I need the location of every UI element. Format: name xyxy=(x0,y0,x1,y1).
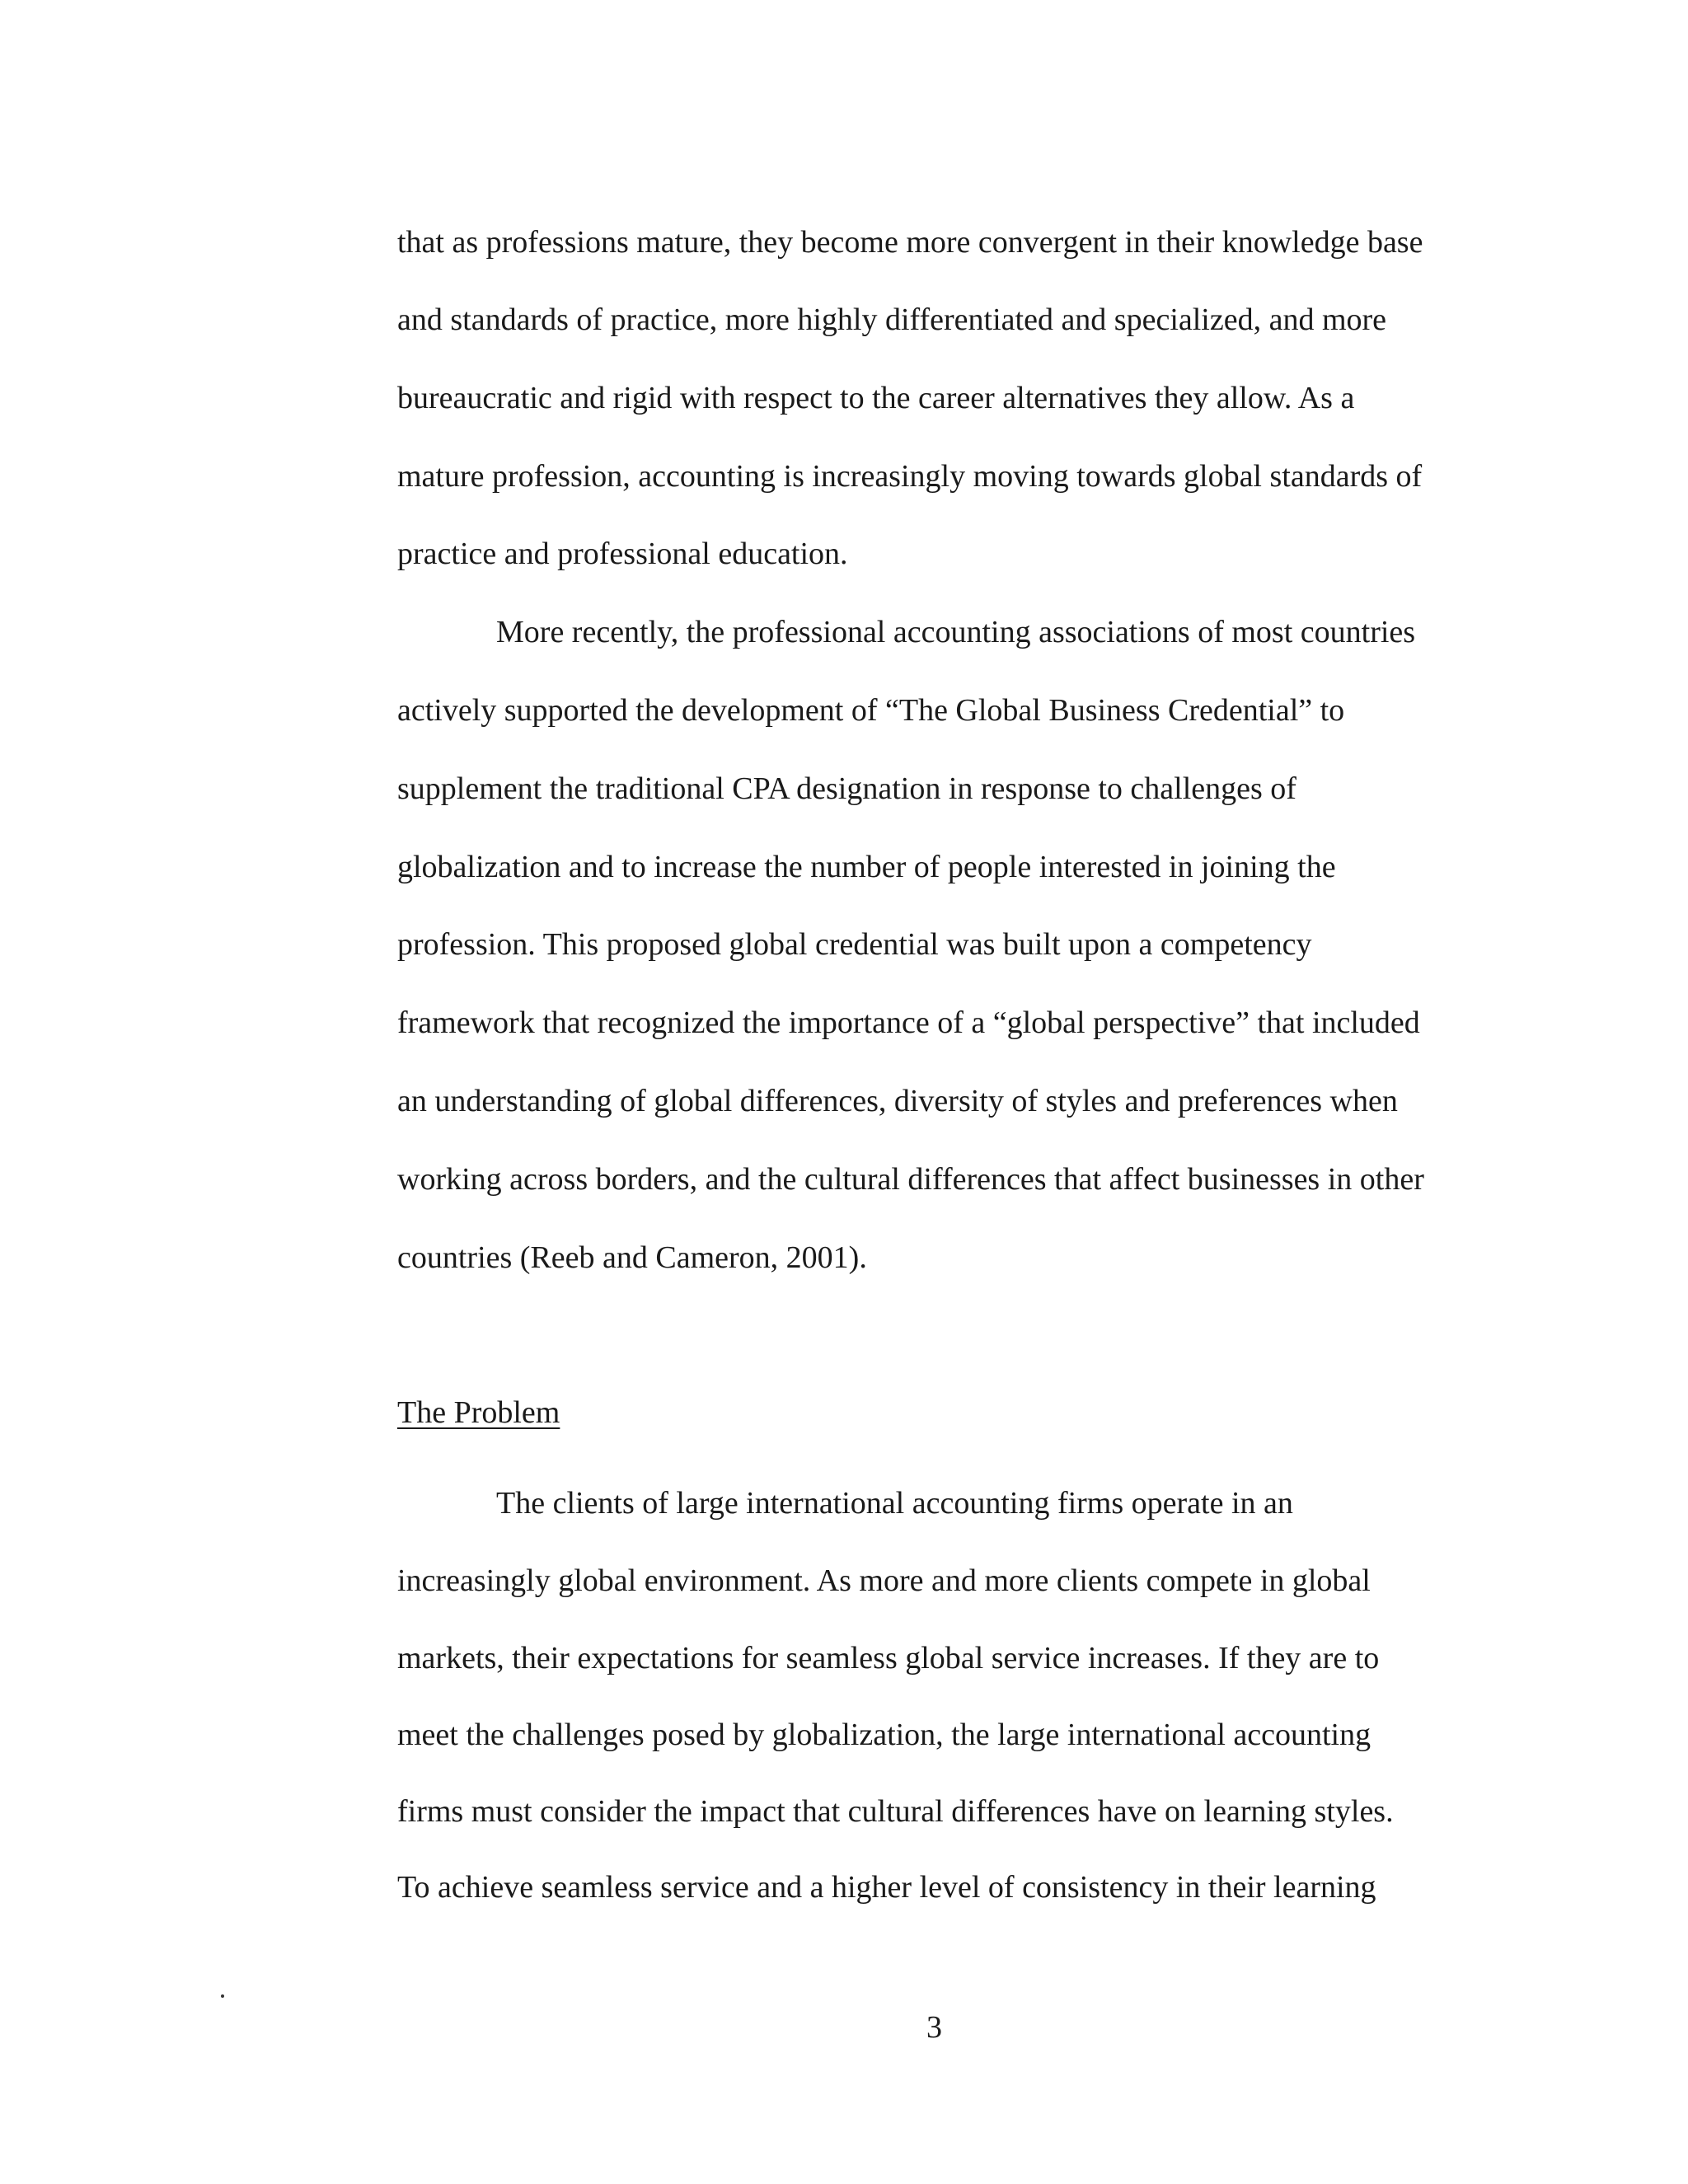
paragraph-2-line-1: More recently, the professional accounting associations of most countries xyxy=(496,615,1416,649)
paragraph-3-line-1: The clients of large international accounting firms operate in an xyxy=(496,1486,1293,1521)
paragraph-2-line-8: working across borders, and the cultural differences that affect businesses in other xyxy=(397,1162,1424,1197)
page-number: 3 xyxy=(926,2010,942,2045)
paragraph-2-line-9: countries (Reeb and Cameron, 2001). xyxy=(397,1240,867,1275)
paragraph-3-line-3: markets, their expectations for seamless global service increases. If they are to xyxy=(397,1641,1380,1675)
paragraph-1-line-1: that as professions mature, they become more convergent in their knowledge base xyxy=(397,225,1423,260)
paragraph-2-line-6: framework that recognized the importance of a “global perspective” that included xyxy=(397,1005,1420,1040)
paragraph-3-line-2: increasingly global environment. As more and more clients compete in global xyxy=(397,1563,1371,1598)
scan-speck xyxy=(221,1994,224,1998)
paragraph-3-line-5: firms must consider the impact that cultural differences have on learning styles. xyxy=(397,1794,1394,1829)
paragraph-2-line-4: globalization and to increase the number of people interested in joining the xyxy=(397,850,1336,884)
paragraph-2-line-7: an understanding of global differences, diversity of styles and preferences when xyxy=(397,1084,1398,1118)
paragraph-1-line-5: practice and professional education. xyxy=(397,537,848,571)
paragraph-1-line-4: mature profession, accounting is increasingly moving towards global standards of xyxy=(397,459,1423,494)
paragraph-3-line-4: meet the challenges posed by globalization, the large international accounting xyxy=(397,1718,1372,1752)
section-heading: The Problem xyxy=(397,1395,560,1430)
paragraph-1-line-2: and standards of practice, more highly differentiated and specialized, and more xyxy=(397,302,1387,337)
paragraph-3-line-6: To achieve seamless service and a higher level of consistency in their learning xyxy=(397,1870,1376,1905)
paragraph-2-line-2: actively supported the development of “The Global Business Credential” to xyxy=(397,693,1345,728)
paragraph-2-line-3: supplement the traditional CPA designation in response to challenges of xyxy=(397,771,1296,806)
paragraph-1-line-3: bureaucratic and rigid with respect to the career alternatives they allow. As a xyxy=(397,381,1355,415)
paragraph-2-line-5: profession. This proposed global credential was built upon a competency xyxy=(397,927,1312,962)
